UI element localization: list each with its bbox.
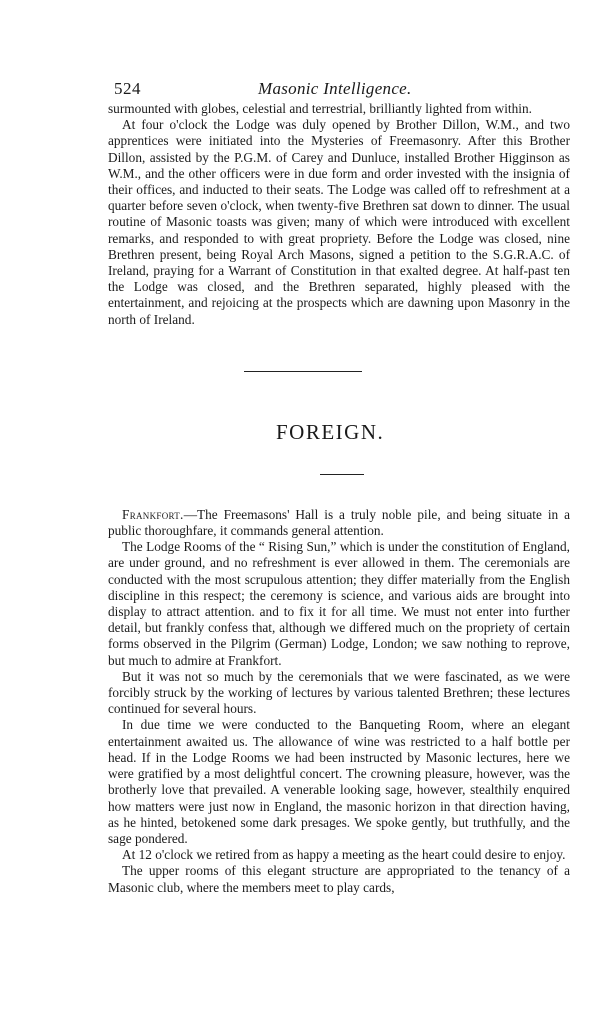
page-header: [108, 79, 472, 101]
heading-underline-rule: [320, 474, 364, 475]
running-title: Masonic Intelligence.: [258, 79, 412, 98]
paragraph: In due time we were conducted to the Banqueting Room, where an elegant entertainment awaited us. The allowance of wine was restricted to a half bottle per head. If in the Lodge Rooms we had been instructed by Masonic lectures, here we were gratified by a most delightful concert. The crowning pleasure, however, was the brotherly love that prevailed. A venerable looking sage, however, stealthily enquired how matters were just now in England, the masonic horizon in that direction having, as he hinted, betokened some dark presages. We spoke gently, but truthfully, and the sage pondered.: [108, 717, 570, 846]
paragraph: At four o'clock the Lodge was duly opened by Brother Dillon, W.M., and two apprentices were initiated into the Mysteries of Freemasonry. After this Brother Dillon, assisted by the P.G.M. of Carey and Dunluce, installed Brother Higginson as W.M., and the other officers were in due form and order invested with the insignia of their offices, and inducted to their seats. The Lodge was called off to refreshment at a quarter before seven o'clock, when twenty-five Brethren sat down to dinner. The usual routine of Masonic toasts was given; many of which were introduced with excellent remarks, and responded to with great propriety. Before the Lodge was closed, nine Brethren present, being Royal Arch Masons, signed a petition to the S.G.R.A.C. of Ireland, praying for a Warrant of Constitution in that exalted degree. At half-past ten the Lodge was closed, and the Brethren separated, highly pleased with the entertainment, and rejoicing at the prospects which are dawning upon Masonry in the north of Ireland.: [108, 117, 570, 327]
paragraph: The upper rooms of this elegant structure are appropriated to the tenancy of a Masonic club, where the members meet to play cards,: [108, 863, 570, 895]
paragraph: But it was not so much by the ceremonials that we were fascinated, as we were forcibly struck by the working of lectures by various talented Brethren; these lectures continued for several hours.: [108, 668, 570, 717]
section-domestic-continued: [108, 101, 570, 328]
section-divider-rule: [244, 371, 362, 372]
section-heading: FOREIGN.: [276, 419, 385, 444]
paragraph: [108, 507, 570, 539]
page-number: 524: [114, 79, 141, 98]
place-name: Frankfort.: [122, 506, 184, 522]
section-foreign: [108, 507, 570, 896]
paragraph: At 12 o'clock we retired from as happy a meeting as the heart could desire to enjoy.: [122, 847, 566, 863]
paragraph: surmounted with globes, celestial and terrestrial, brilliantly lighted from within.: [108, 101, 532, 116]
paragraph-text: —The Freemasons' Hall is a truly noble pile, and being situate in a public thoroughfare, it commands general attention.: [108, 506, 570, 539]
paragraph: The Lodge Rooms of the “ Rising Sun,” which is under the constitution of England, are under ground, and no refreshment is ever allowed in them. The ceremonials are conducted with the most scrupulous attention; they differ materially from the English discipline in this respect; the ceremony is science, and various aids are brought into display to attract attention. and to fix it for all time. We must not enter into further detail, but frankly confess that, although we differed much on the propriety of certain forms observed in the Pilgrim (German) Lodge, London; we saw nothing to reprove, but much to admire at Frankfort.: [108, 539, 570, 668]
